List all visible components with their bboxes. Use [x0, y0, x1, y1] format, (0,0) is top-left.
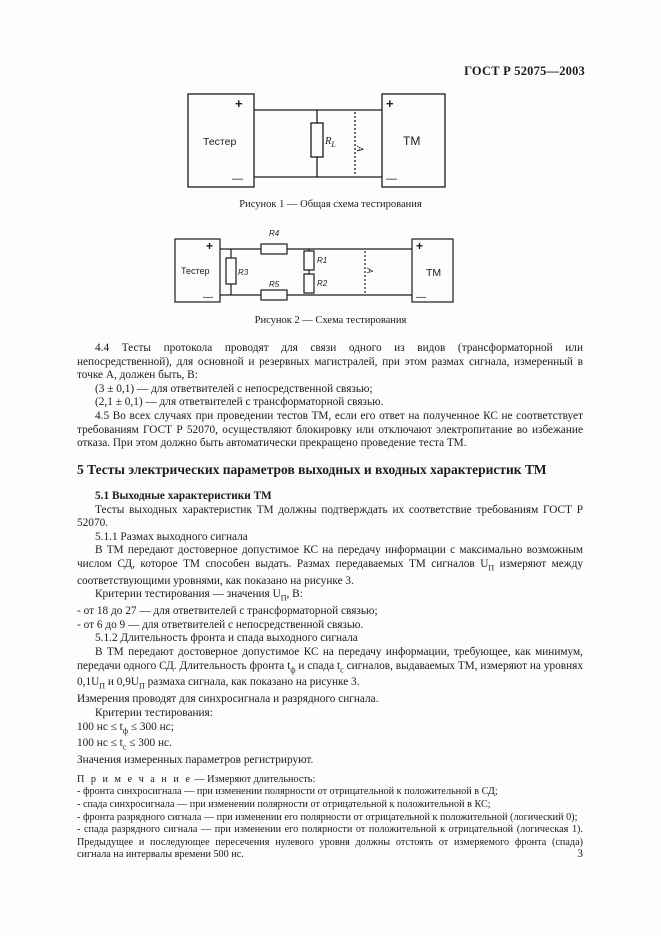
figure-1-tm-label: ТМ [403, 134, 421, 148]
figure-1-rl-label: $R_L$ [325, 136, 336, 149]
figure-1-caption: Рисунок 1 — Общая схема тестирования [239, 199, 422, 210]
figure-1-minus-right: — [386, 173, 397, 185]
paragraph-4-4-item-b: (2,1 ± 0,1) — для ответвителей с трансформаторной связью. [95, 396, 384, 409]
figure-2-r5-label: R5 [269, 280, 280, 289]
note-item-1: - фронта синхросигнала — при изменении полярности от отрицательной к положительной в СД; [77, 786, 498, 798]
figure-2-r4-label: R4 [269, 229, 280, 238]
section-5-text [77, 490, 583, 862]
figure-2-resistor-r5 [261, 290, 287, 300]
figure-2-resistor-r1 [304, 251, 314, 270]
figure-2-resistor-r4 [261, 244, 287, 254]
subsection-5-1-2-rise-limit: 100 нс ≤ $t_ф \le 300$ нс; [77, 720, 174, 735]
section-5-heading: 5 Тесты электрических параметров выходных и входных характеристик ТМ [77, 462, 547, 477]
figure-2-minus-left: — [203, 292, 213, 303]
subsection-5-1-2-measurement: Измерения проводят для синхросигнала и разрядного сигнала. [77, 693, 379, 706]
page-number: 3 [577, 848, 583, 860]
figure-1-tester-label: Тестер [203, 136, 237, 148]
figure-1-plus-left: + [235, 96, 243, 111]
subsection-5-1-title: 5.1 Выходные характеристики ТМ [95, 490, 272, 502]
subsection-5-1-text: Тесты выходных характеристик ТМ должны подтверждать их соответствие требованиям ГОСТ Р 52070. [77, 503, 583, 530]
subsection-5-1-1-criteria: Критерии тестирования — значения $U_П$, В: [95, 588, 303, 603]
subsection-5-1-1-title: 5.1.1 Размах выходного сигнала [95, 530, 248, 543]
figure-2-resistor-r3 [226, 258, 236, 284]
figure-2-r2-label: R2 [317, 279, 328, 288]
document-header: ГОСТ Р 52075—2003 [464, 64, 585, 78]
paragraph-4-4-item-a: (3 ± 0,1) — для ответвителей с непосредственной связью; [95, 382, 373, 395]
figure-2-node-a: A [365, 268, 374, 274]
subsection-5-1-1-item-a: - от 18 до 27 — для ответвителей с трансформаторной связью; [77, 605, 378, 618]
note-block [77, 774, 583, 862]
figure-2-minus-right: — [416, 292, 426, 303]
note-intro: П р и м е ч а н и е — Измеряют длительность: [77, 773, 316, 785]
figure-1-plus-right: + [386, 96, 394, 111]
subsection-5-1-2-criteria: Критерии тестирования: [95, 706, 213, 719]
figure-2-resistor-r2 [304, 274, 314, 293]
subsection-5-1-1-text: В ТМ передают достоверное допустимое КС на передачу информации с максимально возможным числом СД, которое ТМ способен выдать. Размах передаваемых ТМ сигналов $U_П$ измеряют между соответствующими уровнями, как показано на рисунке 3. [77, 544, 583, 587]
subsection-5-1-1-item-b: - от 6 до 9 — для ответвителей с непосредственной связью. [77, 618, 364, 631]
figure-2-tester-label: Тестер [181, 266, 210, 276]
figure-2-tm-label: ТМ [426, 267, 442, 279]
figure-2-caption: Рисунок 2 — Схема тестирования [254, 315, 407, 326]
figure-2-plus-right: + [416, 239, 424, 253]
note-item-4: - спада разрядного сигнала — при изменении его полярности от положительной к отрицательной (логическая 1). Предыдущее и последующее пересечения нулевого уровня должны отстоять от измеряемого фронта (спада) сигнала на интервалы времени 500 нс. [77, 824, 583, 861]
section-4-text [77, 342, 583, 451]
subsection-5-1-2-register: Значения измеренных параметров регистрируют. [77, 754, 314, 767]
note-item-3: - фронта разрядного сигнала — при изменении его полярности от отрицательной к положительной (логический 0); [77, 811, 578, 823]
figure-2-circuit [0, 0, 661, 320]
figure-2-r3-label: R3 [238, 268, 249, 277]
subsection-5-1-2-fall-limit: 100 нс ≤ $t_с \le 300$ нс. [77, 737, 172, 752]
paragraph-4-4: 4.4 Тесты протокола проводят для связи одного из видов (трансформаторной или непосредственной), для основной и резервных магистралей, при этом размах сигнала, измеренный в точке A, должен быть, В: [77, 342, 583, 382]
paragraph-4-5: 4.5 Во всех случаях при проведении тестов ТМ, если его ответ на полученное КС не соответствует требованиям ГОСТ Р 52070, осуществляют блокировку или отключают электропитание во избежание отказа. При этом должно быть автоматически прекращено проведение теста ТМ. [77, 409, 583, 450]
figure-2-plus-left: + [206, 239, 214, 253]
figure-2-r1-label: R1 [317, 256, 328, 265]
figure-1-node-a: A [355, 146, 365, 152]
figure-1-minus-left: — [232, 173, 243, 185]
note-item-2: - спада синхросигнала — при изменении полярности от отрицательной к положительной в КС; [77, 798, 491, 810]
subsection-5-1-2-text: В ТМ передают достоверное допустимое КС на передачу информации, требующее, как минимум, передачи одного СД. Длительность фронта $t_ф$ и спада $t_с$ сигналов, выдаваемых ТМ, измеряют на уровнях $0,1U_П$ и $0,9U_П$ размаха сигнала, как показано на рисунке 3. [77, 646, 583, 691]
subsection-5-1-2-title: 5.1.2 Длительность фронта и спада выходного сигнала [95, 632, 358, 645]
